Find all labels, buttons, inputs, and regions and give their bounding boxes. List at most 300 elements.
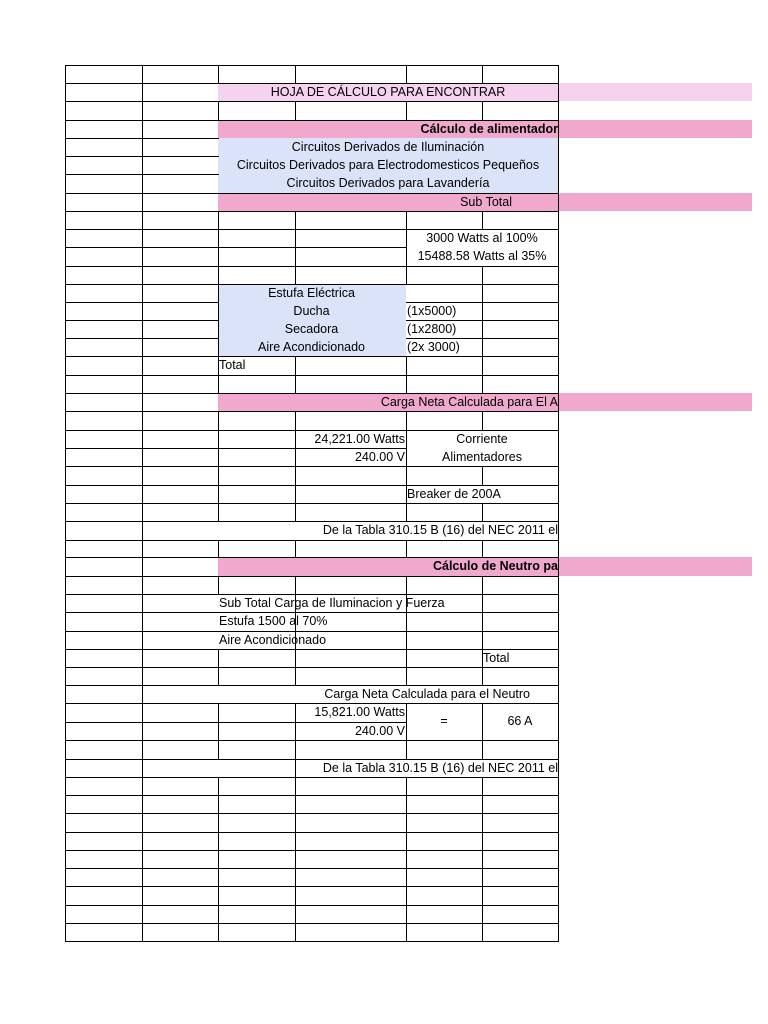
gridline-vertical bbox=[65, 594, 66, 613]
gridline-vertical bbox=[142, 667, 143, 686]
gridline-horizontal bbox=[65, 576, 143, 577]
gridline-vertical bbox=[406, 211, 407, 230]
gridline-horizontal bbox=[295, 485, 407, 486]
gridline-vertical bbox=[65, 703, 66, 723]
gridline-vertical bbox=[142, 338, 143, 357]
gridline-horizontal bbox=[406, 813, 483, 814]
gridline-vertical bbox=[482, 375, 483, 394]
gridline-horizontal bbox=[142, 777, 219, 778]
gridline-vertical bbox=[558, 557, 559, 577]
gridline-vertical bbox=[406, 540, 407, 558]
gridline-horizontal bbox=[218, 868, 296, 869]
gridline-vertical bbox=[406, 503, 407, 522]
gridline-vertical bbox=[406, 375, 407, 394]
gridline-horizontal bbox=[65, 941, 143, 942]
appliance-dryer: Secadora bbox=[284, 322, 339, 336]
gridline-horizontal bbox=[295, 886, 407, 887]
gridline-horizontal bbox=[142, 557, 219, 558]
gridline-horizontal bbox=[406, 375, 483, 376]
gridline-horizontal bbox=[295, 375, 407, 376]
gridline-horizontal bbox=[65, 886, 143, 887]
gridline-horizontal bbox=[482, 540, 559, 541]
gridline-vertical bbox=[218, 247, 219, 267]
gridline-vertical bbox=[482, 795, 483, 814]
gridline-horizontal bbox=[295, 229, 407, 230]
gridline-horizontal bbox=[142, 941, 219, 942]
gridline-horizontal bbox=[482, 667, 559, 668]
gridline-horizontal bbox=[65, 284, 143, 285]
neutral-stove-70: Estufa 1500 al 70% bbox=[219, 614, 328, 628]
gridline-vertical bbox=[406, 777, 407, 796]
gridline-horizontal bbox=[142, 229, 219, 230]
gridline-horizontal bbox=[65, 320, 143, 321]
gridline-horizontal bbox=[142, 850, 219, 851]
gridline-horizontal bbox=[295, 740, 407, 741]
gridline-horizontal bbox=[406, 503, 483, 504]
gridline-vertical bbox=[558, 356, 559, 376]
gridline-horizontal bbox=[65, 375, 143, 376]
neutral-calculation-header: Cálculo de Neutro pa bbox=[432, 559, 558, 573]
gridline-horizontal bbox=[142, 247, 219, 248]
gridline-vertical bbox=[558, 266, 559, 285]
gridline-horizontal bbox=[142, 120, 219, 121]
gridline-horizontal bbox=[482, 612, 559, 613]
gridline-vertical bbox=[218, 703, 219, 723]
gridline-vertical bbox=[295, 576, 296, 595]
gridline-horizontal bbox=[142, 703, 219, 704]
gridline-vertical bbox=[295, 65, 296, 84]
gridline-vertical bbox=[65, 759, 66, 778]
gridline-vertical bbox=[295, 211, 296, 230]
neutral-current-value: 66 A bbox=[507, 714, 533, 728]
gridline-vertical bbox=[142, 777, 143, 796]
appliance-total-label: Total bbox=[219, 358, 246, 372]
gridline-horizontal bbox=[482, 813, 559, 814]
gridline-vertical bbox=[142, 211, 143, 230]
gridline-horizontal bbox=[406, 850, 483, 851]
gridline-vertical bbox=[558, 850, 559, 869]
gridline-vertical bbox=[65, 667, 66, 686]
gridline-horizontal bbox=[295, 101, 407, 102]
gridline-vertical bbox=[142, 923, 143, 942]
gridline-vertical bbox=[406, 667, 407, 686]
gridline-vertical bbox=[482, 923, 483, 942]
gridline-vertical bbox=[558, 813, 559, 833]
gridline-vertical bbox=[558, 759, 559, 778]
gridline-horizontal bbox=[482, 503, 559, 504]
gridline-horizontal bbox=[218, 448, 296, 449]
gridline-horizontal bbox=[142, 448, 219, 449]
gridline-vertical bbox=[558, 795, 559, 814]
gridline-horizontal bbox=[295, 923, 407, 924]
gridline-vertical bbox=[218, 503, 219, 522]
gridline-vertical bbox=[218, 740, 219, 760]
gridline-horizontal bbox=[142, 375, 219, 376]
gridline-vertical bbox=[406, 266, 407, 285]
gridline-horizontal bbox=[65, 667, 143, 668]
gridline-vertical bbox=[142, 576, 143, 595]
gridline-vertical bbox=[142, 832, 143, 851]
gridline-vertical bbox=[295, 466, 296, 486]
gridline-vertical bbox=[295, 923, 296, 942]
gridline-horizontal bbox=[65, 466, 143, 467]
gridline-vertical bbox=[558, 923, 559, 942]
gridline-vertical bbox=[558, 65, 559, 84]
gridline-horizontal bbox=[65, 393, 143, 394]
gridline-vertical bbox=[142, 631, 143, 650]
gridline-horizontal bbox=[65, 211, 143, 212]
gridline-vertical bbox=[65, 722, 66, 741]
appliance-shower-factor: (1x5000) bbox=[407, 304, 457, 318]
gridline-vertical bbox=[65, 612, 66, 632]
gridline-vertical bbox=[558, 156, 559, 175]
gridline-horizontal bbox=[218, 850, 296, 851]
gridline-vertical bbox=[65, 302, 66, 321]
gridline-vertical bbox=[295, 905, 296, 924]
gridline-horizontal bbox=[406, 612, 483, 613]
gridline-horizontal bbox=[65, 649, 143, 650]
gridline-horizontal bbox=[142, 356, 219, 357]
gridline-horizontal bbox=[406, 631, 483, 632]
gridline-vertical bbox=[295, 886, 296, 906]
neutral-air-conditioning: Aire Acondicionado bbox=[219, 633, 327, 647]
gridline-vertical bbox=[558, 302, 559, 321]
gridline-vertical bbox=[482, 266, 483, 285]
gridline-vertical bbox=[295, 649, 296, 668]
gridline-horizontal bbox=[65, 356, 143, 357]
gridline-horizontal bbox=[218, 703, 296, 704]
gridline-horizontal bbox=[65, 813, 143, 814]
gridline-horizontal bbox=[295, 503, 407, 504]
gridline-vertical bbox=[482, 65, 483, 84]
gridline-vertical bbox=[65, 338, 66, 357]
gridline-vertical bbox=[65, 521, 66, 541]
gridline-vertical bbox=[558, 886, 559, 906]
gridline-vertical bbox=[142, 703, 143, 723]
gridline-horizontal bbox=[65, 685, 143, 686]
gridline-vertical bbox=[295, 229, 296, 248]
appliance-ac: Aire Acondicionado bbox=[257, 340, 366, 354]
gridline-vertical bbox=[558, 540, 559, 558]
gridline-vertical bbox=[295, 868, 296, 887]
gridline-vertical bbox=[65, 886, 66, 906]
gridline-horizontal bbox=[218, 667, 296, 668]
gridline-vertical bbox=[65, 740, 66, 760]
gridline-horizontal bbox=[218, 886, 296, 887]
gridline-horizontal bbox=[65, 65, 143, 66]
gridline-vertical bbox=[142, 120, 143, 139]
gridline-vertical bbox=[406, 612, 407, 632]
gridline-horizontal bbox=[482, 576, 559, 577]
gridline-vertical bbox=[65, 393, 66, 412]
gridline-vertical bbox=[65, 430, 66, 449]
gridline-vertical bbox=[482, 612, 483, 632]
gridline-vertical bbox=[482, 466, 483, 486]
gridline-vertical bbox=[142, 868, 143, 887]
gridline-vertical bbox=[558, 338, 559, 357]
gridline-vertical bbox=[482, 777, 483, 796]
gridline-vertical bbox=[142, 850, 143, 869]
gridline-vertical bbox=[482, 631, 483, 650]
gridline-vertical bbox=[406, 101, 407, 121]
gridline-horizontal bbox=[142, 65, 219, 66]
gridline-vertical bbox=[142, 557, 143, 577]
gridline-horizontal bbox=[65, 411, 143, 412]
gridline-vertical bbox=[558, 649, 559, 668]
gridline-vertical bbox=[218, 649, 219, 668]
gridline-horizontal bbox=[482, 832, 559, 833]
gridline-horizontal bbox=[482, 338, 559, 339]
gridline-horizontal bbox=[65, 612, 143, 613]
gridline-vertical bbox=[65, 649, 66, 668]
gridline-horizontal bbox=[65, 795, 143, 796]
gridline-vertical bbox=[406, 795, 407, 814]
gridline-horizontal bbox=[65, 266, 143, 267]
gridline-horizontal bbox=[406, 667, 483, 668]
gridline-vertical bbox=[65, 193, 66, 212]
gridline-vertical bbox=[295, 375, 296, 394]
gridline-vertical bbox=[558, 685, 559, 704]
gridline-horizontal bbox=[65, 193, 143, 194]
gridline-horizontal bbox=[482, 850, 559, 851]
gridline-vertical bbox=[406, 813, 407, 833]
gridline-horizontal bbox=[406, 703, 483, 704]
gridline-vertical bbox=[218, 266, 219, 285]
gridline-horizontal bbox=[406, 923, 483, 924]
gridline-horizontal bbox=[142, 320, 219, 321]
gridline-vertical bbox=[65, 485, 66, 504]
gridline-vertical bbox=[65, 777, 66, 796]
gridline-horizontal bbox=[482, 284, 559, 285]
gridline-horizontal bbox=[295, 576, 407, 577]
gridline-vertical bbox=[218, 65, 219, 84]
gridline-vertical bbox=[65, 795, 66, 814]
gridline-vertical bbox=[482, 868, 483, 887]
neutral-total-label: Total bbox=[483, 651, 510, 665]
gridline-vertical bbox=[218, 813, 219, 833]
gridline-vertical bbox=[482, 905, 483, 924]
demand-remaining-35: 15488.58 Watts al 35% bbox=[417, 249, 547, 263]
gridline-vertical bbox=[142, 320, 143, 339]
gridline-vertical bbox=[142, 229, 143, 248]
gridline-vertical bbox=[295, 266, 296, 285]
gridline-horizontal bbox=[142, 905, 219, 906]
gridline-horizontal bbox=[218, 411, 296, 412]
gridline-vertical bbox=[482, 594, 483, 613]
gridline-horizontal bbox=[406, 795, 483, 796]
gridline-horizontal bbox=[482, 740, 559, 741]
gridline-horizontal bbox=[65, 247, 143, 248]
gridline-horizontal bbox=[295, 411, 407, 412]
gridline-vertical bbox=[295, 540, 296, 558]
gridline-vertical bbox=[482, 503, 483, 522]
gridline-vertical bbox=[218, 667, 219, 686]
gridline-horizontal bbox=[482, 923, 559, 924]
gridline-horizontal bbox=[65, 923, 143, 924]
gridline-horizontal bbox=[406, 284, 483, 285]
gridline-horizontal bbox=[142, 868, 219, 869]
gridline-horizontal bbox=[65, 229, 143, 230]
gridline-horizontal bbox=[218, 65, 296, 66]
gridline-vertical bbox=[142, 649, 143, 668]
gridline-horizontal bbox=[142, 540, 219, 541]
gridline-vertical bbox=[65, 832, 66, 851]
gridline-vertical bbox=[558, 521, 559, 541]
gridline-horizontal bbox=[406, 649, 483, 650]
gridline-horizontal bbox=[295, 850, 407, 851]
gridline-horizontal bbox=[142, 411, 219, 412]
gridline-vertical bbox=[295, 411, 296, 431]
gridline-horizontal bbox=[406, 356, 483, 357]
gridline-vertical bbox=[142, 448, 143, 467]
gridline-horizontal bbox=[295, 777, 407, 778]
gridline-vertical bbox=[558, 466, 559, 486]
gridline-vertical bbox=[482, 320, 483, 339]
gridline-vertical bbox=[65, 320, 66, 339]
gridline-vertical bbox=[482, 576, 483, 595]
gridline-vertical bbox=[65, 356, 66, 376]
circuit-lighting-label: Circuitos Derivados de Iluminación bbox=[291, 140, 485, 154]
gridline-vertical bbox=[142, 685, 143, 704]
gridline-horizontal bbox=[65, 156, 143, 157]
gridline-horizontal bbox=[482, 375, 559, 376]
gridline-vertical bbox=[65, 229, 66, 248]
gridline-vertical bbox=[65, 174, 66, 194]
gridline-vertical bbox=[482, 850, 483, 869]
gridline-vertical bbox=[482, 540, 483, 558]
gridline-horizontal bbox=[406, 777, 483, 778]
gridline-vertical bbox=[142, 540, 143, 558]
gridline-horizontal bbox=[142, 430, 219, 431]
gridline-vertical bbox=[482, 411, 483, 431]
gridline-vertical bbox=[558, 448, 559, 467]
gridline-horizontal bbox=[218, 266, 296, 267]
gridline-vertical bbox=[142, 375, 143, 394]
appliance-shower: Ducha bbox=[293, 304, 330, 318]
gridline-vertical bbox=[218, 229, 219, 248]
gridline-horizontal bbox=[142, 832, 219, 833]
gridline-horizontal bbox=[295, 795, 407, 796]
neutral-subtotal-load: Sub Total Carga de Iluminacion y Fuerza bbox=[219, 596, 445, 610]
gridline-vertical bbox=[65, 284, 66, 303]
gridline-vertical bbox=[406, 576, 407, 595]
gridline-horizontal bbox=[65, 430, 143, 431]
gridline-horizontal bbox=[406, 941, 483, 942]
gridline-vertical bbox=[406, 631, 407, 650]
gridline-horizontal bbox=[218, 722, 296, 723]
gridline-horizontal bbox=[65, 850, 143, 851]
gridline-vertical bbox=[65, 503, 66, 522]
gridline-vertical bbox=[218, 886, 219, 906]
gridline-vertical bbox=[142, 905, 143, 924]
gridline-vertical bbox=[295, 503, 296, 522]
gridline-vertical bbox=[558, 174, 559, 194]
gridline-vertical bbox=[558, 722, 559, 741]
gridline-horizontal bbox=[218, 740, 296, 741]
gridline-vertical bbox=[65, 247, 66, 267]
gridline-vertical bbox=[218, 211, 219, 230]
gridline-vertical bbox=[142, 65, 143, 84]
gridline-vertical bbox=[406, 850, 407, 869]
gridline-vertical bbox=[65, 631, 66, 650]
gridline-vertical bbox=[142, 612, 143, 632]
gridline-horizontal bbox=[142, 576, 219, 577]
gridline-horizontal bbox=[406, 905, 483, 906]
gridline-horizontal bbox=[142, 612, 219, 613]
gridline-vertical bbox=[65, 120, 66, 139]
gridline-vertical bbox=[142, 886, 143, 906]
gridline-horizontal bbox=[218, 375, 296, 376]
gridline-horizontal bbox=[482, 302, 559, 303]
gridline-horizontal bbox=[295, 211, 407, 212]
gridline-vertical bbox=[142, 83, 143, 102]
gridline-vertical bbox=[142, 503, 143, 522]
gridline-horizontal bbox=[142, 156, 219, 157]
current-label: Corriente bbox=[456, 432, 508, 446]
gridline-vertical bbox=[558, 430, 559, 449]
subtotal-label: Sub Total bbox=[460, 195, 512, 209]
gridline-vertical bbox=[295, 667, 296, 686]
gridline-vertical bbox=[218, 832, 219, 851]
gridline-horizontal bbox=[295, 540, 407, 541]
gridline-horizontal bbox=[482, 101, 559, 102]
gridline-horizontal bbox=[218, 795, 296, 796]
gridline-vertical bbox=[142, 356, 143, 376]
demand-first-3000: 3000 Watts al 100% bbox=[426, 231, 538, 245]
gridline-horizontal bbox=[65, 338, 143, 339]
gridline-horizontal bbox=[65, 832, 143, 833]
gridline-vertical bbox=[482, 302, 483, 321]
gridline-horizontal bbox=[406, 65, 483, 66]
gridline-horizontal bbox=[65, 302, 143, 303]
gridline-horizontal bbox=[406, 540, 483, 541]
gridline-vertical bbox=[406, 65, 407, 84]
gridline-horizontal bbox=[295, 356, 407, 357]
gridline-horizontal bbox=[65, 101, 143, 102]
gridline-horizontal bbox=[65, 448, 143, 449]
gridline-vertical bbox=[218, 923, 219, 942]
gridline-horizontal bbox=[142, 193, 219, 194]
gridline-vertical bbox=[142, 284, 143, 303]
gridline-horizontal bbox=[482, 868, 559, 869]
feeder-calculation-header: Cálculo de alimentador bbox=[420, 122, 558, 136]
neutral-equals-sign: = bbox=[440, 714, 448, 728]
gridline-vertical bbox=[65, 101, 66, 121]
gridline-vertical bbox=[142, 266, 143, 285]
gridline-horizontal bbox=[65, 120, 143, 121]
gridline-horizontal bbox=[218, 905, 296, 906]
gridline-vertical bbox=[142, 813, 143, 833]
gridline-vertical bbox=[406, 740, 407, 760]
gridline-horizontal bbox=[218, 649, 296, 650]
gridline-horizontal bbox=[142, 466, 219, 467]
gridline-vertical bbox=[65, 813, 66, 833]
gridline-horizontal bbox=[406, 740, 483, 741]
gridline-horizontal bbox=[142, 594, 219, 595]
gridline-horizontal bbox=[142, 138, 219, 139]
gridline-vertical bbox=[558, 485, 559, 504]
gridline-vertical bbox=[295, 832, 296, 851]
gridline-vertical bbox=[558, 247, 559, 267]
nec-table-reference-neutral: De la Tabla 310.15 B (16) del NEC 2011 el bbox=[322, 761, 558, 775]
gridline-vertical bbox=[558, 631, 559, 650]
neutral-watts: 15,821.00 Watts bbox=[314, 705, 405, 719]
gridline-vertical bbox=[65, 685, 66, 704]
gridline-horizontal bbox=[295, 466, 407, 467]
neutral-volts: 240.00 V bbox=[354, 724, 405, 738]
gridline-horizontal bbox=[142, 685, 219, 686]
gridline-horizontal bbox=[65, 174, 143, 175]
